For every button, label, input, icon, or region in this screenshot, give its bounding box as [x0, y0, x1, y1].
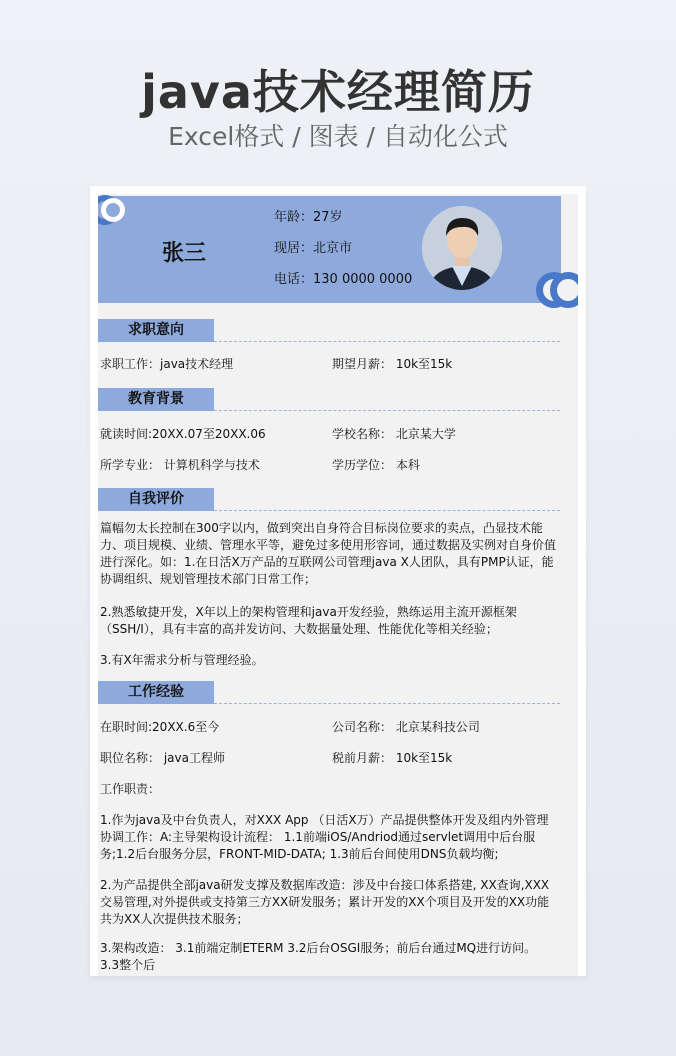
self-eval-paragraph-3: 3.有X年需求分析与管理经验。	[100, 653, 264, 667]
resume-sheet	[90, 186, 586, 976]
work-duty-1: 1.作为java及中台负责人，对XXX App （日活X万）产品提供整体开发及组内外管理协调工作：A:主导架构设计流程： 1.1前端iOS/Andriod通过servlet调用中后台服务;1.2后台服务分层，FRONT-MID-DATA; 1.3前后台间使用DNS负载均衡;	[100, 813, 549, 861]
section-title-intent: 求职意向	[98, 319, 214, 342]
profile-header	[98, 196, 561, 303]
section-divider	[214, 510, 560, 511]
edu-major: 所学专业： 计算机科学与技术	[100, 458, 260, 472]
work-duty-3: 3.架构改造： 3.1前端定制ETERM 3.2后台OSGI服务；前后台通过MQ进行访问。 3.3整个后	[100, 941, 537, 972]
work-company: 公司名称： 北京某科技公司	[332, 720, 480, 734]
profile-residence: 现居：北京市	[274, 241, 353, 256]
work-duty-2: 2.为产品提供全部java研发支撑及数据库改造：涉及中台接口体系搭建, XX查询,XXX交易管理,对外提供或支持第三方XX研发服务；累计开发的XX个项目及开发的XX功能共为XX人次提供技术服务；	[100, 878, 550, 926]
decor-ring-icon	[101, 198, 125, 222]
hero-title: java技术经理简历	[141, 65, 535, 119]
section-title-work: 工作经验	[98, 681, 214, 704]
hero-subtitle: Excel格式 / 图表 / 自动化公式	[168, 122, 508, 151]
intent-position: 求职工作：java技术经理	[100, 357, 234, 371]
section-divider	[214, 341, 560, 342]
section-divider	[214, 410, 560, 411]
work-salary: 税前月薪： 10k至15k	[332, 751, 453, 765]
self-eval-paragraph-2: 2.熟悉敏捷开发，X年以上的架构管理和java开发经验，熟练运用主流开源框架（SSH/I），具有丰富的高并发访问、大数据量处理、性能优化等相关经验；	[100, 605, 517, 636]
work-duty-label: 工作职责：	[100, 782, 161, 796]
section-title-self-eval: 自我评价	[98, 488, 214, 511]
section-title-education: 教育背景	[98, 388, 214, 411]
resume-page	[98, 194, 578, 976]
edu-degree: 学历学位： 本科	[332, 458, 420, 472]
profile-phone: 电话：130 0000 0000	[274, 272, 413, 287]
edu-school: 学校名称： 北京某大学	[332, 427, 456, 441]
self-eval-paragraph-1: 篇幅勿太长控制在300字以内，做到突出自身符合目标岗位要求的卖点，凸显技术能力、项目规模、业绩、管理水平等，避免过多使用形容词，通过数据及实例对自身价值进行深化。如：1.在日活X万产品的互联网公司管理java X人团队，具有PMP认证，能协调组织、规划管理技术部门日常工作；	[100, 521, 557, 586]
profile-age: 年龄：27岁	[274, 210, 343, 225]
intent-salary: 期望月薪： 10k至15k	[332, 357, 453, 371]
profile-name: 张三	[162, 241, 207, 266]
decor-ring-icon	[550, 272, 578, 308]
section-divider	[214, 703, 560, 704]
work-position: 职位名称： java工程师	[100, 751, 225, 765]
edu-period: 就读时间:20XX.07至20XX.06	[100, 427, 266, 441]
work-period: 在职时间:20XX.6至今	[100, 720, 220, 734]
person-avatar-icon	[422, 206, 502, 290]
